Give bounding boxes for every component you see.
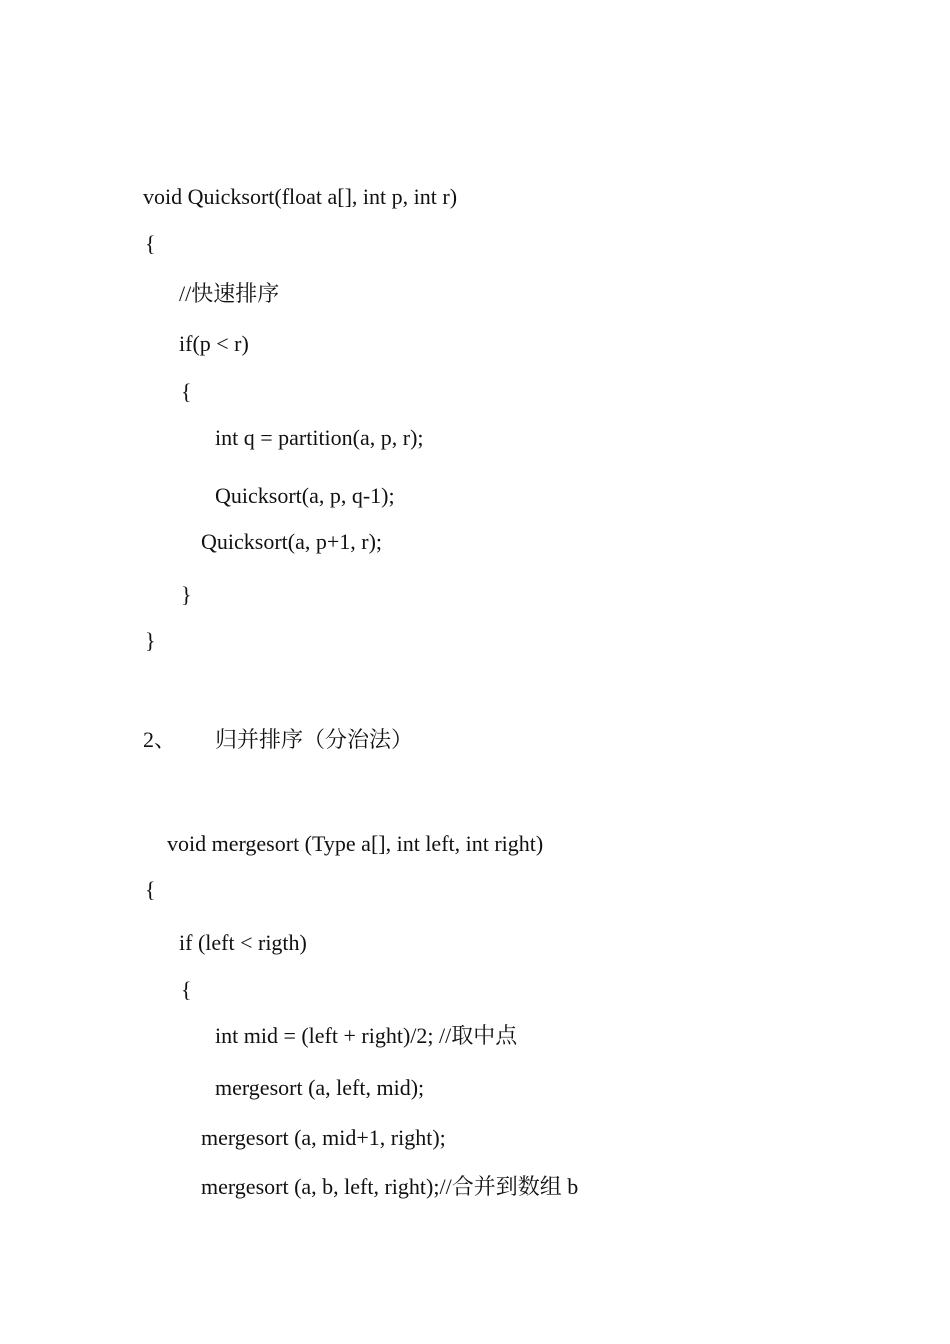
- quicksort-close-brace: }: [145, 628, 156, 653]
- mergesort-open-brace: {: [145, 877, 156, 902]
- mergesort-signature: void mergesort (Type a[], int left, int right): [167, 831, 544, 856]
- quicksort-recurse-left: Quicksort(a, p, q-1);: [215, 483, 395, 508]
- mergesort-if-line: if (left < rigth): [179, 930, 307, 955]
- quicksort-if-line: if(p < r): [179, 331, 249, 356]
- quicksort-partition-line: int q = partition(a, p, r);: [215, 425, 424, 450]
- mergesort-recurse-left: mergesort (a, left, mid);: [215, 1075, 425, 1100]
- section-number: 2、: [143, 727, 177, 752]
- quicksort-inner-close-brace: }: [181, 582, 192, 607]
- mergesort-recurse-right: mergesort (a, mid+1, right);: [201, 1125, 446, 1150]
- section-title: 归并排序（分治法）: [215, 727, 414, 752]
- quicksort-inner-open-brace: {: [181, 379, 192, 404]
- quicksort-signature: void Quicksort(float a[], int p, int r): [143, 184, 458, 209]
- mergesort-inner-open-brace: {: [181, 977, 192, 1002]
- mergesort-mid-line: int mid = (left + right)/2; //取中点: [215, 1023, 518, 1048]
- quicksort-recurse-right: Quicksort(a, p+1, r);: [201, 529, 383, 554]
- quicksort-comment: //快速排序: [179, 281, 280, 306]
- quicksort-open-brace: {: [145, 231, 156, 256]
- mergesort-merge-line: mergesort (a, b, left, right);//合并到数组 b: [201, 1174, 579, 1199]
